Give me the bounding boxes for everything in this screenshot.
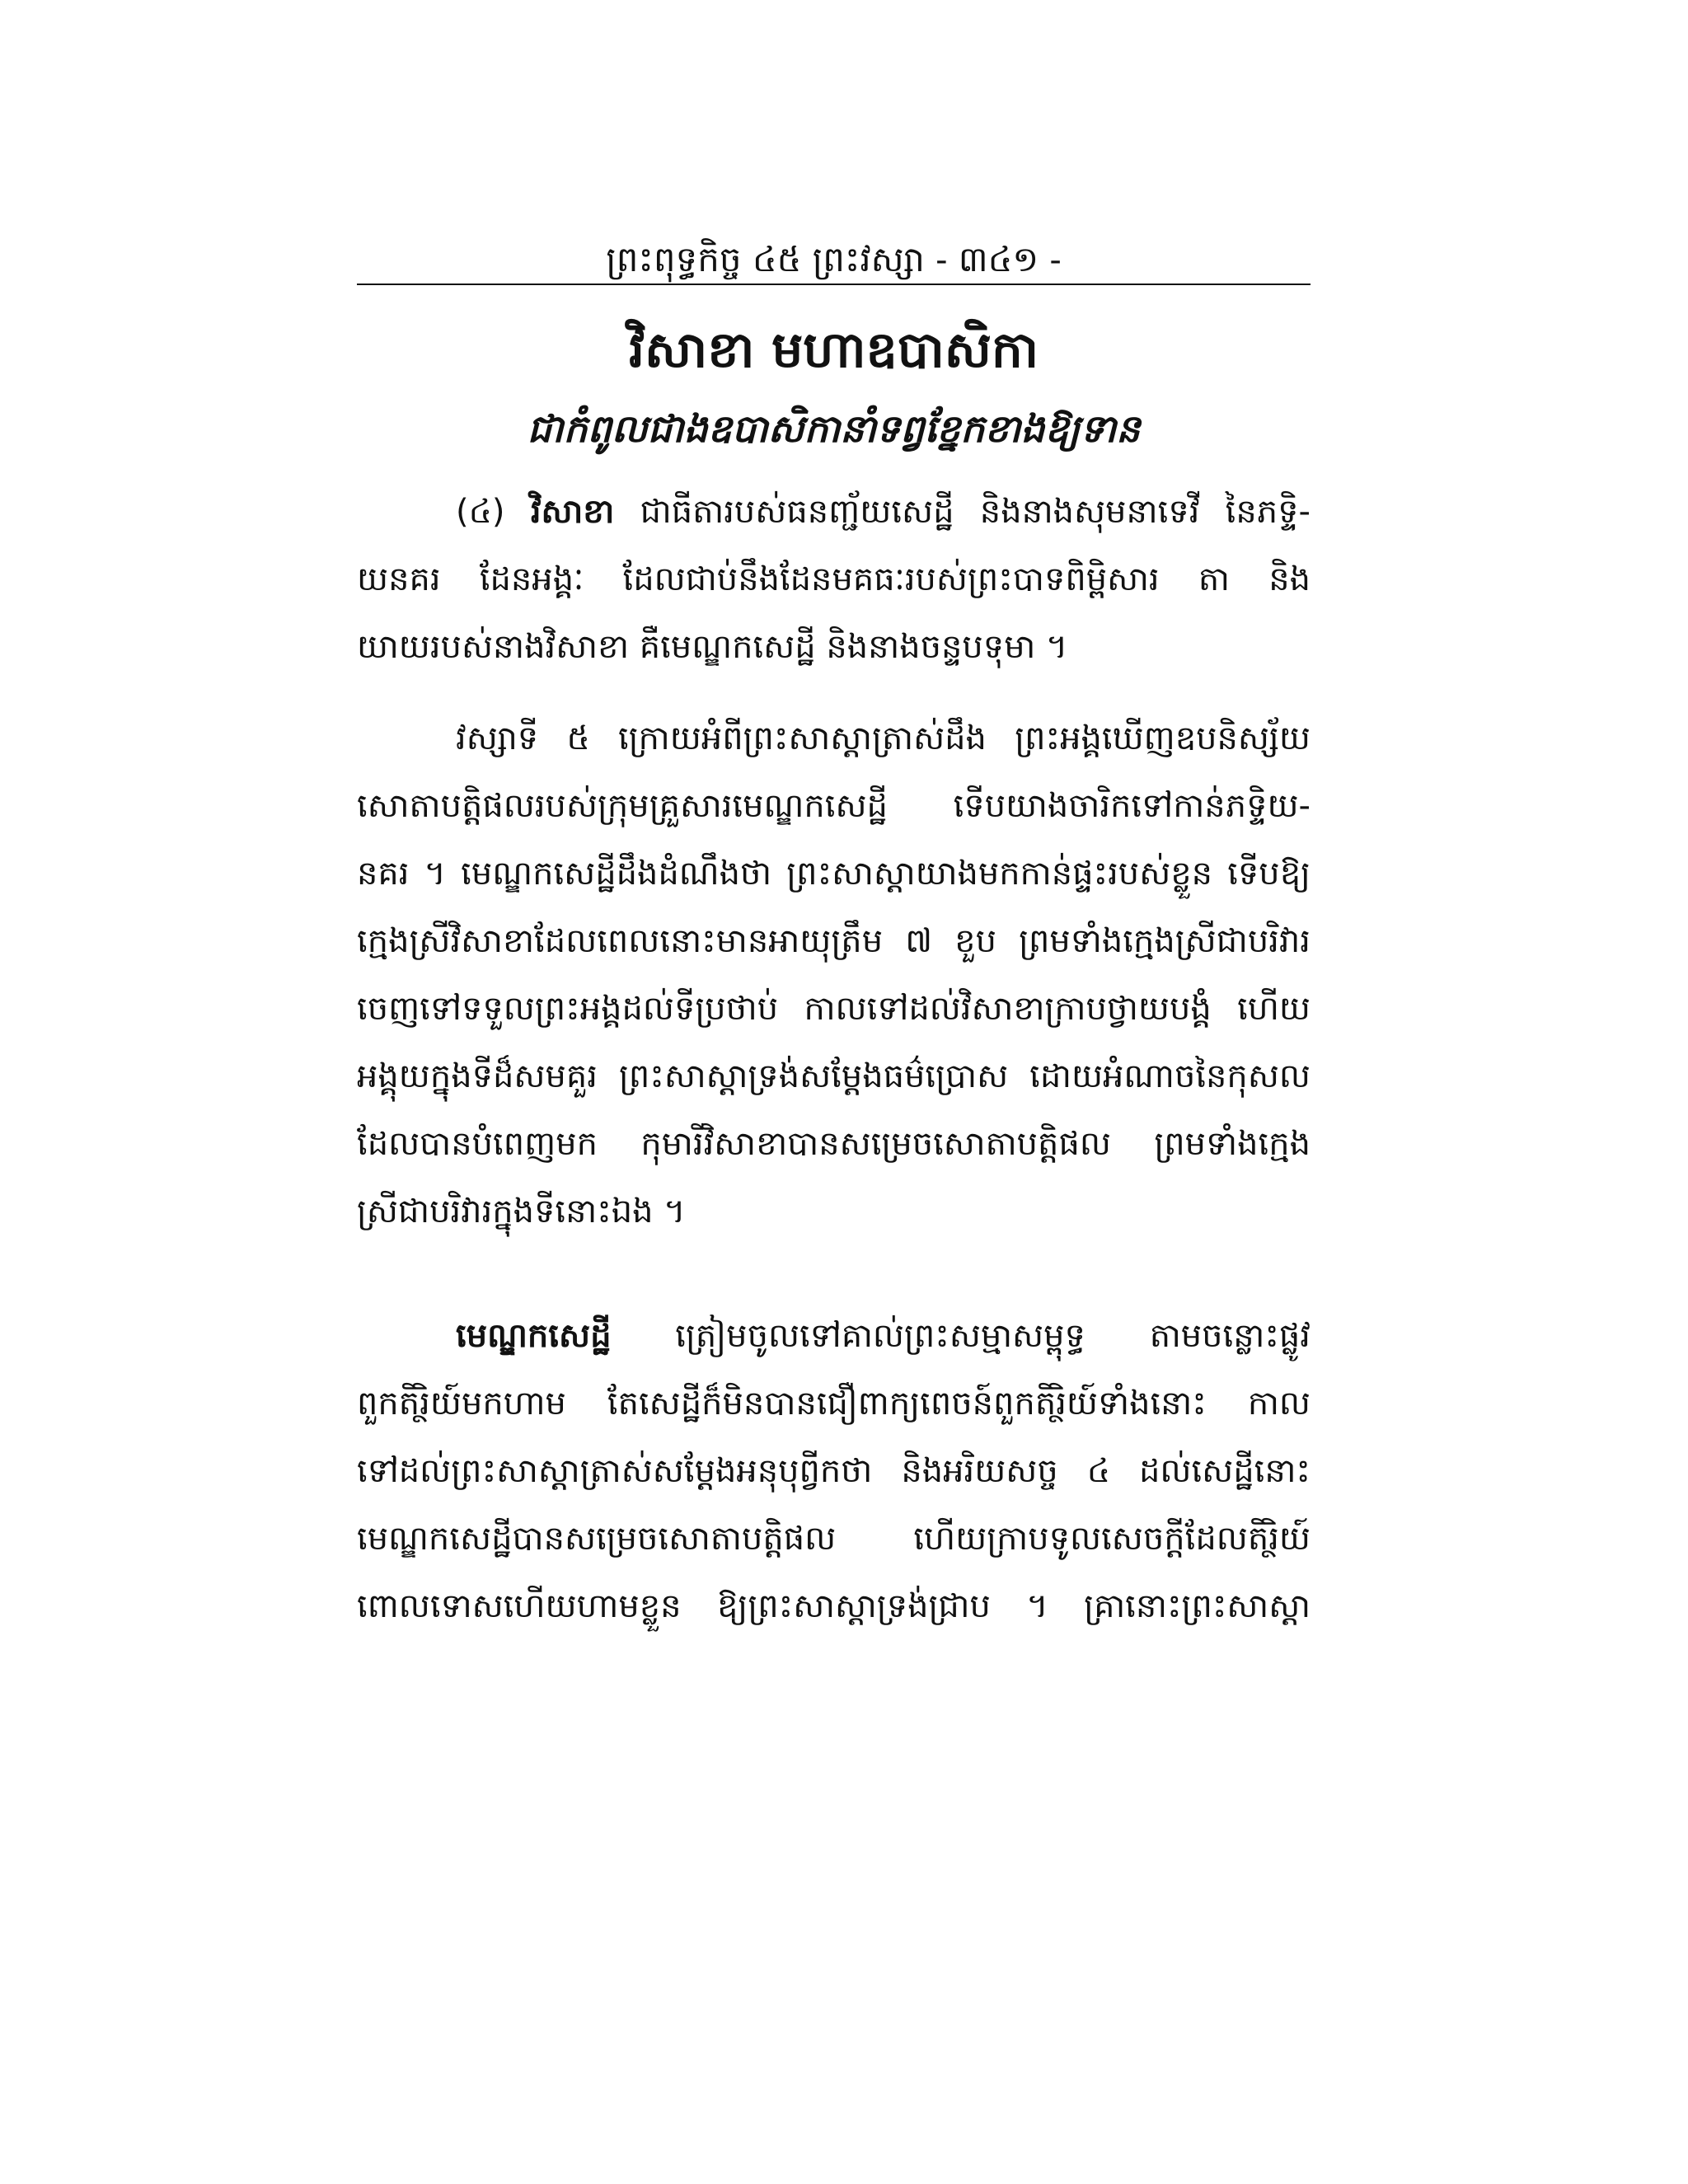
paragraph-line: ចេញទៅទទួលព្រះអង្គដល់ទីប្រថាប់ កាលទៅដល់វិសាខាក្រាបថ្វាយបង្គំ ហើយ: [357, 990, 1311, 1028]
paragraph-line: អង្គុយក្នុងទីដ៏សមគួរ ព្រះសាស្តាទ្រង់សម្តែងធម៌ប្រោស ដោយអំណាចនៃកុសល: [357, 1057, 1311, 1095]
name-visakha: វិសាខា: [530, 493, 615, 531]
paragraph-line: [357, 1302, 1311, 1370]
paragraph-3: [357, 1302, 1311, 1640]
paragraph-1: [357, 478, 1311, 681]
paragraph-line: ទៅដល់ព្រះសាស្តាត្រាស់សម្តែងអនុបុព្វីកថា និងអរិយសច្ច ៤ ដល់សេដ្ឋីនោះ: [357, 1452, 1311, 1490]
header-rule: [357, 284, 1311, 285]
item-marker: (៤): [456, 493, 505, 531]
line-text: ត្រៀមចូលទៅគាល់ព្រះសម្មាសម្ពុទ្ធ តាមចន្លោះផ្លូវ: [675, 1317, 1311, 1355]
line-text: ជាធីតារបស់ធនញ្ជ័យសេដ្ឋី និងនាងសុមនាទេវី នៃភទ្ទិ-: [640, 493, 1311, 531]
paragraph-2: [357, 705, 1311, 1245]
running-head: ព្រះពុទ្ធកិច្ច ៤៥ ព្រះវស្សា - ៣៤១ -: [606, 239, 1062, 279]
paragraph-line: ពួកតិរ្ថិយ៍មកហាម តែសេដ្ឋីក៏មិនបានជឿពាក្យពេចន៍ពួកតិរ្ថិយ៍ទាំងនោះ កាល: [357, 1385, 1311, 1422]
chapter-title: វិសាខា មហាឧបាសិកា: [629, 321, 1039, 379]
paragraph-line: [357, 478, 1311, 546]
paragraph-line: វស្សាទី ៥ ក្រោយអំពីព្រះសាស្តាត្រាស់ដឹង ព្រះអង្គឃើញឧបនិស្ស័យ: [456, 719, 1311, 757]
paragraph-line: ក្មេងស្រីវិសាខាដែលពេលនោះមានអាយុត្រឹម ៧ ខួប ព្រមទាំងក្មេងស្រីជាបរិវារ: [357, 922, 1311, 960]
paragraph-line: យាយរបស់នាងវិសាខា គឺមេណ្ឌកសេដ្ឋី និងនាងចន្ទបទុមា ។: [357, 628, 1068, 666]
paragraph-line: មេណ្ឌកសេដ្ឋីបានសម្រេចសោតាបត្តិផល ហើយក្រាបទូលសេចក្តីដែលតិរ្ថិយ៍: [357, 1520, 1311, 1558]
paragraph-line: ស្រីជាបរិវារក្នុងទីនោះឯង ។: [357, 1193, 686, 1230]
paragraph-line: នគរ ។ មេណ្ឌកសេដ្ឋីដឹងដំណឹងថា ព្រះសាស្តាយាងមកកាន់ផ្ទះរបស់ខ្លួន ទើបឱ្យ: [357, 855, 1311, 893]
paragraph-line: ពោលទោសហើយហាមខ្លួន ឱ្យព្រះសាស្តាទ្រង់ជ្រាប ។ គ្រានោះព្រះសាស្តា: [357, 1587, 1311, 1625]
paragraph-line: សោតាបត្តិផលរបស់ក្រុមគ្រួសារមេណ្ឌកសេដ្ឋី ទើបយាងចារិកទៅកាន់ភទ្ទិយ-: [357, 787, 1311, 825]
paragraph-line: យនគរ ដែនអង្គៈ ដែលជាប់នឹងដែនមគធៈរបស់ព្រះបាទពិម្ពិសារ តា និង: [357, 560, 1311, 598]
name-mendaka: មេណ្ឌកសេដ្ឋី: [456, 1317, 612, 1355]
paragraph-line: ដែលបានបំពេញមក កុមារីវិសាខាបានសម្រេចសោតាបត្តិផល ព្រមទាំងក្មេង: [357, 1125, 1311, 1163]
chapter-subtitle: ជាកំពូលជាងឧបាសិកានាំទព្វខ្នែកខាងឱ្យទាន: [527, 406, 1141, 451]
